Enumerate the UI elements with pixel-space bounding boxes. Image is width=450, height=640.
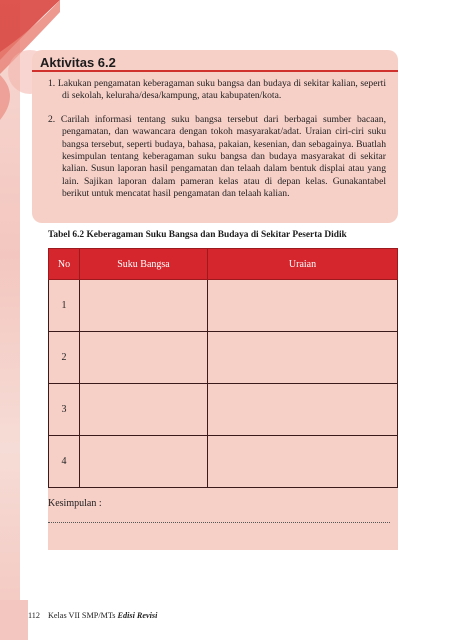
table-caption: Tabel 6.2 Keberagaman Suku Bangsa dan Budaya di Sekitar Peserta Didik bbox=[48, 230, 347, 240]
footer-decorative-bar bbox=[0, 600, 28, 640]
table-row bbox=[49, 436, 398, 488]
book-title bbox=[48, 611, 157, 620]
suku-bangsa-cell[interactable] bbox=[80, 384, 208, 436]
activity-body bbox=[32, 72, 398, 201]
activity-header bbox=[32, 50, 398, 72]
uraian-cell[interactable] bbox=[208, 332, 398, 384]
table-header-row bbox=[49, 249, 398, 280]
suku-bangsa-cell[interactable] bbox=[80, 332, 208, 384]
uraian-cell[interactable] bbox=[208, 436, 398, 488]
suku-bangsa-cell[interactable] bbox=[80, 436, 208, 488]
uraian-cell[interactable] bbox=[208, 384, 398, 436]
page-footer bbox=[28, 611, 157, 620]
header-no: No bbox=[49, 249, 80, 280]
uraian-cell[interactable] bbox=[208, 280, 398, 332]
observation-table bbox=[48, 248, 398, 488]
activity-title: Aktivitas 6.2 bbox=[40, 55, 116, 70]
activity-box bbox=[32, 50, 398, 223]
book-class: Kelas VII SMP/MTs bbox=[47, 611, 116, 620]
activity-item-2: 2. Carilah informasi tentang suku bangsa tersebut dari berbagai sumber bacaan, pengamatan, dan wawancara dengan tokoh masyarakat/adat. Uraian ciri-ciri suku bangsa tersebut, seperti budaya, bahasa, pakaian, kesenian, dan sebagainya. Buatlah kesimpulan tentang keberagaman suku bangsa dan budaya masyarakat di sekitar kalian. Susun laporan hasil pengamatan dan telaah dalam bentuk displai atau yang lain. Sajikan laporan dalam pameran kelas atau di depan kelas. Gunakantabel berikut untuk mencatat hasil pengamatan dan telaah kalian. bbox=[48, 113, 386, 200]
header-uraian: Uraian bbox=[208, 249, 398, 280]
row-number: 3 bbox=[49, 384, 80, 436]
header-suku-bangsa: Suku Bangsa bbox=[80, 249, 208, 280]
activity-item-1: 1. Lakukan pengamatan keberagaman suku bangsa dan budaya di sekitar kalian, seperti di sekolah, keluraha/desa/kampung, atau kabupaten/kota. bbox=[48, 78, 386, 102]
book-edition: Edisi Revisi bbox=[117, 611, 158, 620]
table-row bbox=[49, 384, 398, 436]
row-number: 4 bbox=[49, 436, 80, 488]
conclusion-label: Kesimpulan : bbox=[48, 498, 102, 509]
table-row bbox=[49, 280, 398, 332]
suku-bangsa-cell[interactable] bbox=[80, 280, 208, 332]
table-row bbox=[49, 332, 398, 384]
page-number: 112 bbox=[28, 611, 40, 620]
row-number: 2 bbox=[49, 332, 80, 384]
row-number: 1 bbox=[49, 280, 80, 332]
conclusion-dotted-line[interactable] bbox=[48, 522, 390, 523]
conclusion-box bbox=[48, 488, 398, 550]
